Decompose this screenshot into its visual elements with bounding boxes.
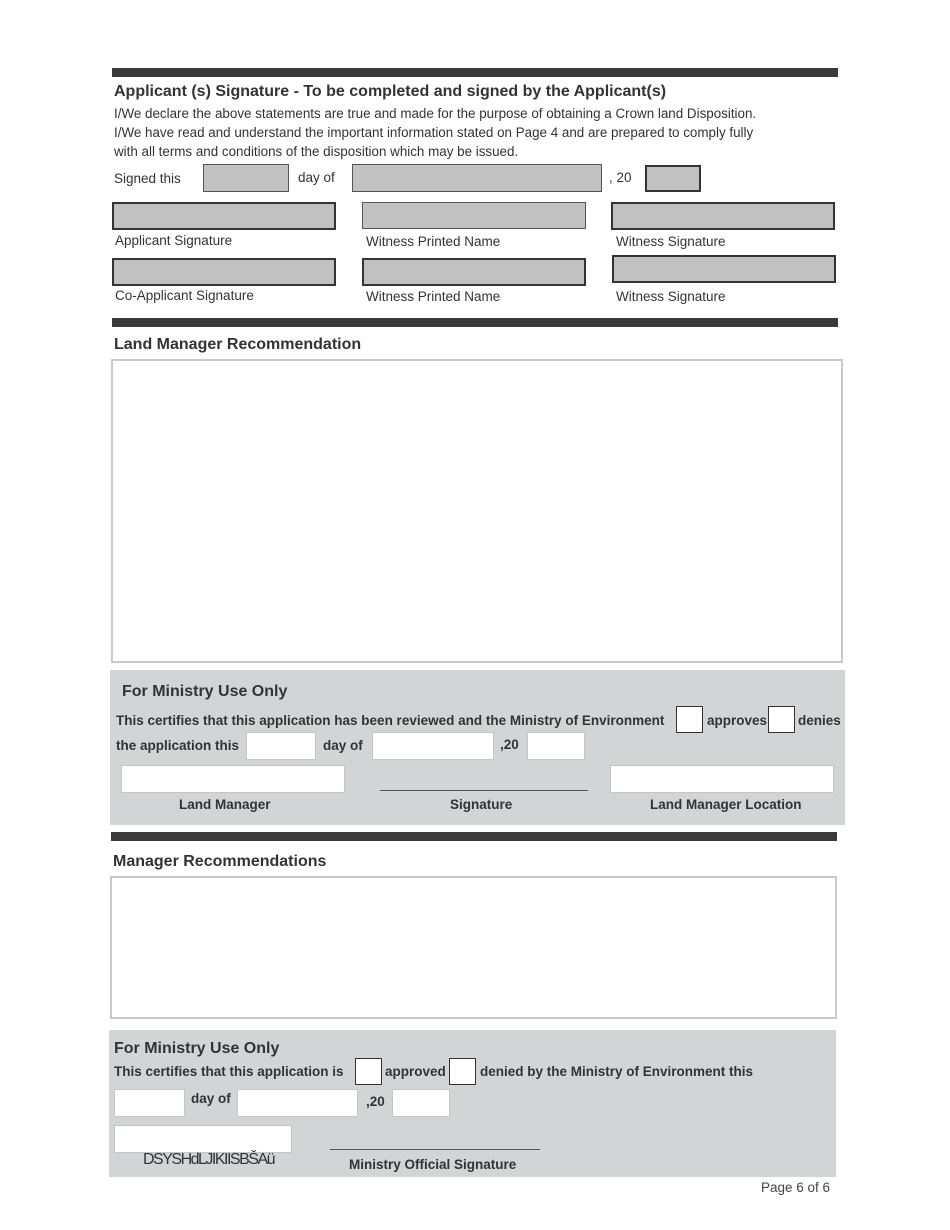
ministry-official-name-label: DSYSHdLJIKIISBŠAü: [143, 1151, 275, 1168]
land-manager-field[interactable]: [121, 765, 345, 793]
denies-label: denies: [798, 713, 841, 728]
declaration-line: with all terms and conditions of the disposition which may be issued.: [114, 144, 519, 159]
section-divider-land-manager: [112, 318, 838, 327]
ministry-day-of-label-2: day of: [191, 1091, 231, 1106]
manager-recommendations-title: Manager Recommendations: [113, 853, 327, 870]
section-divider-manager: [111, 832, 837, 841]
ministry-certify-text-1: This certifies that this application has been reviewed and the Ministry of Environment: [116, 713, 665, 728]
ministry-year-prefix-1: ,20: [500, 737, 519, 752]
ministry-year-field-1[interactable]: [527, 732, 585, 760]
applicant-signature-label: Applicant Signature: [115, 233, 233, 248]
witness-printed-name-field-2[interactable]: [362, 258, 586, 286]
approved-checkbox[interactable]: [355, 1058, 382, 1085]
year-prefix-label: , 20: [609, 170, 632, 185]
declaration-text: [114, 104, 834, 161]
witness-printed-name-field[interactable]: [362, 202, 586, 229]
land-manager-recommendation-title: Land Manager Recommendation: [114, 336, 362, 353]
manager-recommendations-input[interactable]: [110, 876, 837, 1019]
declaration-line: I/We have read and understand the important information stated on Page 4 and are prepared to comply fully: [114, 125, 754, 140]
witness-printed-name-label: Witness Printed Name: [366, 234, 501, 249]
ministry-use-title-1: For Ministry Use Only: [122, 683, 288, 700]
land-manager-recommendation-input[interactable]: [111, 359, 843, 663]
witness-printed-name-label-2: Witness Printed Name: [366, 289, 501, 304]
denied-checkbox[interactable]: [449, 1058, 476, 1085]
land-manager-location-label: Land Manager Location: [650, 797, 802, 812]
signed-day-field[interactable]: [203, 164, 289, 192]
ministry-month-field-2[interactable]: [237, 1089, 358, 1117]
ministry-year-prefix-2: ,20: [366, 1094, 385, 1109]
declaration-line: I/We declare the above statements are true and made for the purpose of obtaining a Crown land Disposition.: [114, 106, 757, 121]
land-manager-location-field[interactable]: [610, 765, 834, 793]
ministry-month-field-1[interactable]: [372, 732, 494, 760]
witness-signature-field-2[interactable]: [612, 255, 836, 283]
section-divider-top: [112, 68, 838, 77]
applicant-signature-field[interactable]: [112, 202, 336, 230]
approves-checkbox[interactable]: [676, 706, 703, 733]
denied-text: denied by the Ministry of Environment this: [480, 1064, 754, 1079]
ministry-official-name-field[interactable]: [114, 1125, 292, 1153]
page-number: Page 6 of 6: [761, 1180, 831, 1195]
land-manager-label: Land Manager: [179, 797, 271, 812]
witness-signature-label: Witness Signature: [616, 234, 726, 249]
approves-label: approves: [707, 713, 768, 728]
approved-label: approved: [385, 1064, 446, 1079]
application-this-label: the application this: [116, 738, 240, 753]
ministry-day-field-2[interactable]: [114, 1089, 185, 1117]
witness-signature-label-2: Witness Signature: [616, 289, 726, 304]
signature-line-1: [380, 790, 588, 791]
ministry-certify-text-2: This certifies that this application is: [114, 1064, 344, 1079]
ministry-day-of-label-1: day of: [323, 738, 363, 753]
ministry-official-signature-label: Ministry Official Signature: [349, 1157, 517, 1172]
signed-month-field[interactable]: [352, 164, 602, 192]
signature-line-2: [330, 1149, 540, 1150]
co-applicant-signature-label: Co-Applicant Signature: [115, 288, 254, 303]
day-of-label: day of: [298, 170, 335, 185]
co-applicant-signature-field[interactable]: [112, 258, 336, 286]
signed-year-field[interactable]: [645, 165, 701, 192]
ministry-day-field-1[interactable]: [246, 732, 316, 760]
denies-checkbox[interactable]: [768, 706, 795, 733]
witness-signature-field[interactable]: [611, 202, 835, 230]
signature-label-1: Signature: [450, 797, 513, 812]
applicant-section-title: Applicant (s) Signature - To be completed and signed by the Applicant(s): [114, 83, 667, 100]
signed-this-label: Signed this: [114, 171, 181, 186]
ministry-year-field-2[interactable]: [392, 1089, 450, 1117]
ministry-use-title-2: For Ministry Use Only: [114, 1040, 280, 1057]
